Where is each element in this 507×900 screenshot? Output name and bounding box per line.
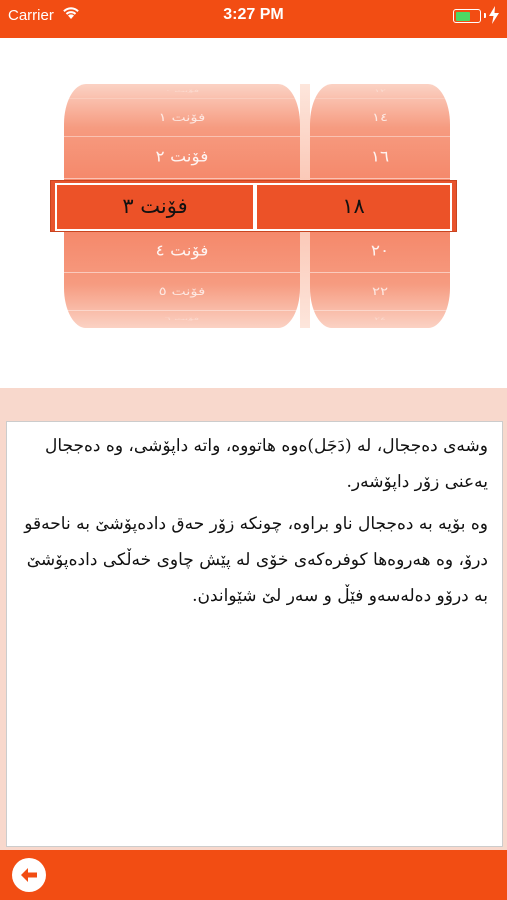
font-option[interactable] [64,230,300,273]
selected-size-cell[interactable] [255,183,452,231]
font-option-label: فۆنت ٠ [164,88,200,94]
picker-selection-bar [50,180,457,232]
font-option[interactable] [64,310,300,329]
back-arrow-icon [12,858,46,892]
selected-font-cell[interactable] [55,183,255,231]
font-option-label: فۆنت ٤ [155,242,209,260]
size-option[interactable] [310,310,450,329]
size-option-label: ١٤ [371,110,389,124]
selected-font-label: فۆنت ٣ [122,194,188,218]
size-option[interactable] [310,98,450,137]
size-option-label: ١٢ [374,88,386,94]
content-paragraph-2: وە بۆیە بە دەججال ناو براوە، چونکە زۆر حەق دادەپۆشێ بە ناحەقو درۆ، وە ھەروەھا کوفرەکەی خۆی لە پێش چاوی خەڵکی دادەپۆشێ بە درۆو دەلەسەو فێڵ و سەر لێ شێواندن. [24,514,488,606]
font-option[interactable] [64,98,300,137]
selected-size-label: ١٨ [342,194,365,218]
size-option[interactable] [310,272,450,311]
status-bar [0,0,507,38]
battery-fill [456,12,471,21]
content-text-box[interactable] [6,421,503,847]
size-option[interactable] [310,84,450,99]
size-option[interactable] [310,230,450,273]
font-option-label: فۆنت ١ [158,110,206,124]
font-option-label: فۆنت ٥ [158,284,206,298]
font-option[interactable] [64,84,300,99]
size-option-label: ٢٠ [370,242,390,260]
font-size-picker[interactable] [50,84,455,328]
size-option-label: ٢٢ [371,284,389,298]
size-option[interactable] [310,136,450,179]
content-paragraph-1: وشەی دەججال، لە (دَجَل)ەوە ھاتووە، واتە داپۆشی، وە دەججال یەعنی زۆر داپۆشەر. [45,436,488,492]
picker-area [0,38,507,388]
battery-icon [453,9,481,23]
size-option-label: ٢٤ [374,316,386,322]
font-option-label: فۆنت ٦ [164,316,200,322]
bottom-toolbar [0,850,507,900]
back-button[interactable] [12,858,46,892]
text-panel [0,388,507,850]
status-time: 3:27 PM [223,6,284,23]
carrier-label: Carrier [8,7,54,24]
battery-nub [484,13,486,18]
size-option-label: ١٦ [370,148,390,166]
lightning-bolt-icon [489,6,499,24]
font-option[interactable] [64,272,300,311]
font-option[interactable] [64,136,300,179]
font-option-label: فۆنت ٢ [155,148,209,166]
